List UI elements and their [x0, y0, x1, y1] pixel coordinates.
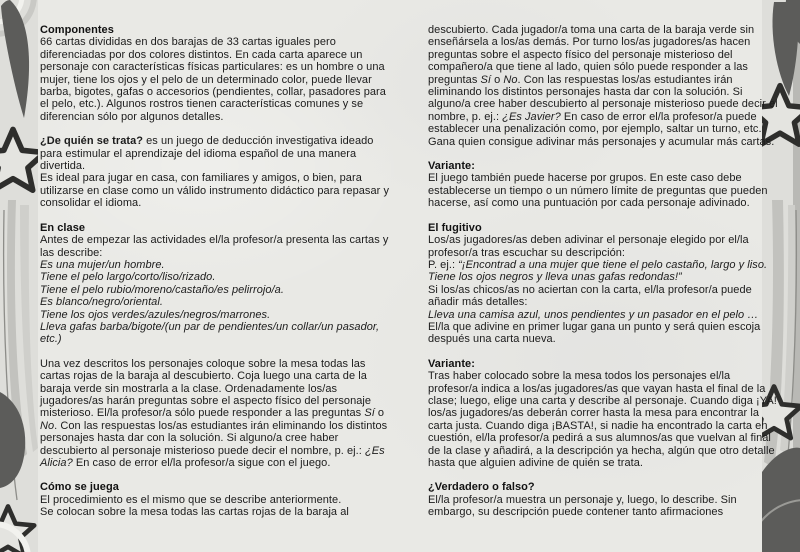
run-text-italic: ¿Es Javier? [502, 110, 561, 123]
section-heading-variante-1: Variante: [428, 160, 475, 173]
run-text-italic: Sí [364, 407, 375, 420]
paragraph-como-continuation [428, 24, 781, 148]
run-text: descubierto. Cada jugador/a toma una carta de la baraja verde sin enseñársela a los/as demás. Por turno los/as jugadores/as hacen preguntas sobre el aspecto físico del personaje misterioso del compañero/a que tiene al lado, quien sólo puede responder a las preguntas [428, 24, 755, 86]
run-text-italic: Sí [480, 73, 491, 86]
example-sentence: Lleva gafas barba/bigote/(un par de pendientes/un collar/un pasador, etc.) [40, 320, 380, 346]
example-sentence: Es una mujer/un hombre. [40, 258, 165, 271]
paragraph-componentes-body: 66 cartas divididas en dos barajas de 33 cartas iguales pero diferenciadas por dos colores distintos. En cada carta aparece un personaje con características físicas particulares: es un hombre o una mujer, tiene los ojos y el pelo de un determinado color, puede llevar barba, bigotes, gafas o accesorios (pendientes, collar, pasadores para el pelo, etc.). Algunos rostros tienen características comunes y se diferencian sólo por algunos detalles. [40, 36, 386, 123]
paragraph-variante-2-body: Tras haber colocado sobre la mesa todos los personajes el/la profesor/a indica a los/as jugadores/as que vayan hasta el final de la clase; luego, elige una carta y describe al personaje. Cuando diga ¡YA! los/as jugadores/as deberán correr hasta la mesa para encontrar la carta justa. Cuando diga ¡BASTA!, si nadie ha encontrado la carta en cuestión, el/la profesor/a pedirá a sus alumnos/as que vuelvan al final de la clase y añadirá, a la descripción ya hecha, algún que otro detalle hasta que alguien adivine de quién se trata. [428, 370, 777, 469]
paragraph-de-quien-rest: es un juego de deducción investigativa ideado para estimular el aprendizaje del idioma español de una manera divertida. [40, 135, 374, 173]
paragraph-una-vez-descritos [40, 358, 393, 470]
right-page-column [428, 24, 781, 519]
paragraph-ideal-para-jugar: Es ideal para jugar en casa, con familiares y amigos, o bien, para utilizarse en clase como un válido instrumento didáctico para repasar y consolidar el idioma. [40, 172, 390, 210]
section-heading-como-se-juega: Cómo se juega [40, 481, 119, 494]
example-sentence: Tiene los ojos verdes/azules/negros/marrones. [40, 308, 271, 321]
game-title: ¿De quién se trata? [40, 135, 144, 148]
run-text-italic: No [503, 73, 518, 86]
section-heading-el-fugitivo: El fugitivo [428, 221, 482, 234]
run-text: o [374, 407, 385, 420]
left-page-column [40, 24, 393, 519]
run-text: . Con las respuestas los/as estudiantes irán eliminando los distintos personajes hasta dar con la solución. Si alguno/a cree haber descubierto al personaje misterioso puede decir el nombre, p. ej.: [428, 73, 778, 123]
example-sentence: Tiene el pelo largo/corto/liso/rizado. [40, 271, 216, 284]
section-heading-componentes: Componentes [40, 24, 114, 36]
run-text: En caso de error el/la profesor/a sigue con el juego. [72, 457, 331, 469]
paragraph-fugitivo-p3: El/la que adivine en primer lugar gana un punto y será quien escoja después una carta nueva. [428, 320, 761, 346]
run-text: Una vez descritos los personajes coloque sobre la mesa todas las cartas rojas de la baraja al descubierto. Coja luego una carta de la baraja verde sin mostrarla a la clase. Ordenadamente los/as jugadores/as harán preguntas sobre el aspecto físico del personaje misterioso. El/la profesor/a sólo puede responder a las preguntas [40, 357, 372, 420]
paragraph-variante-1-body: El juego también puede hacerse por grupos. En este caso debe establecerse un tiempo o un número límite de preguntas que pueden hacerse, así como una puntuación por cada personaje adivinado. [428, 172, 768, 210]
paragraph-verdadero-body: El/la profesor/a muestra un personaje y, luego, lo describe. Sin embargo, su descripción puede contener tanto afirmaciones [428, 493, 737, 519]
run-text-italic: ¿Es Alicia? [40, 444, 385, 469]
paragraph-de-quien-se-trata [40, 135, 393, 172]
paragraph-como-p1: El procedimiento es el mismo que se describe anteriormente. [40, 493, 342, 506]
section-heading-verdadero-o-falso: ¿Verdadero o falso? [428, 481, 535, 494]
paragraph-fugitivo-intro: Los/as jugadores/as deben adivinar el personaje elegido por el/la profesor/a tras escuchar su descripción: [428, 234, 749, 259]
run-text-italic: No [40, 419, 55, 432]
paragraph-fugitivo-p2: Si los/as chicos/as no aciertan con la carta, el/la profesor/a puede añadir más detalles: [428, 283, 752, 309]
run-text-italic: “¡Encontrad a una mujer que tiene el pelo castaño, largo y liso. Tiene los ojos negros y lleva unas gafas redondas!” [428, 258, 768, 284]
run-text: . Con las respuestas los/as estudiantes irán eliminando los distintos personajes hasta dar con la solución. Si alguno/a cree haber descubierto al personaje misterioso puede decir el nombre, p. ej.: [40, 419, 388, 457]
left-page-edge-decoration [0, 0, 38, 552]
section-heading-en-clase: En clase [40, 221, 86, 234]
run-text: o [490, 73, 504, 86]
example-sentence: Tiene el pelo rubio/moreno/castaño/es pelirrojo/a. [40, 283, 284, 296]
section-heading-variante-2: Variante: [428, 357, 475, 370]
example-sentence: Lleva una camisa azul, unos pendientes y un pasador en el pelo … [428, 308, 759, 321]
paragraph-como-p2: Se colocan sobre la mesa todas las cartas rojas de la baraja al [40, 506, 349, 519]
paragraph-en-clase-intro: Antes de empezar las actividades el/la profesor/a presenta las cartas y las describe: [40, 234, 389, 259]
paragraph-fugitivo-example [428, 259, 781, 284]
run-text: P. ej.: [428, 258, 459, 271]
run-text: En caso de error el/la profesor/a puede establecer una penalización como, por ejemplo, saltar un turno, etc. Gana quien consigue adivinar más personajes y acumular más cartas. [428, 110, 775, 148]
example-sentence: Es blanco/negro/oriental. [40, 296, 163, 309]
